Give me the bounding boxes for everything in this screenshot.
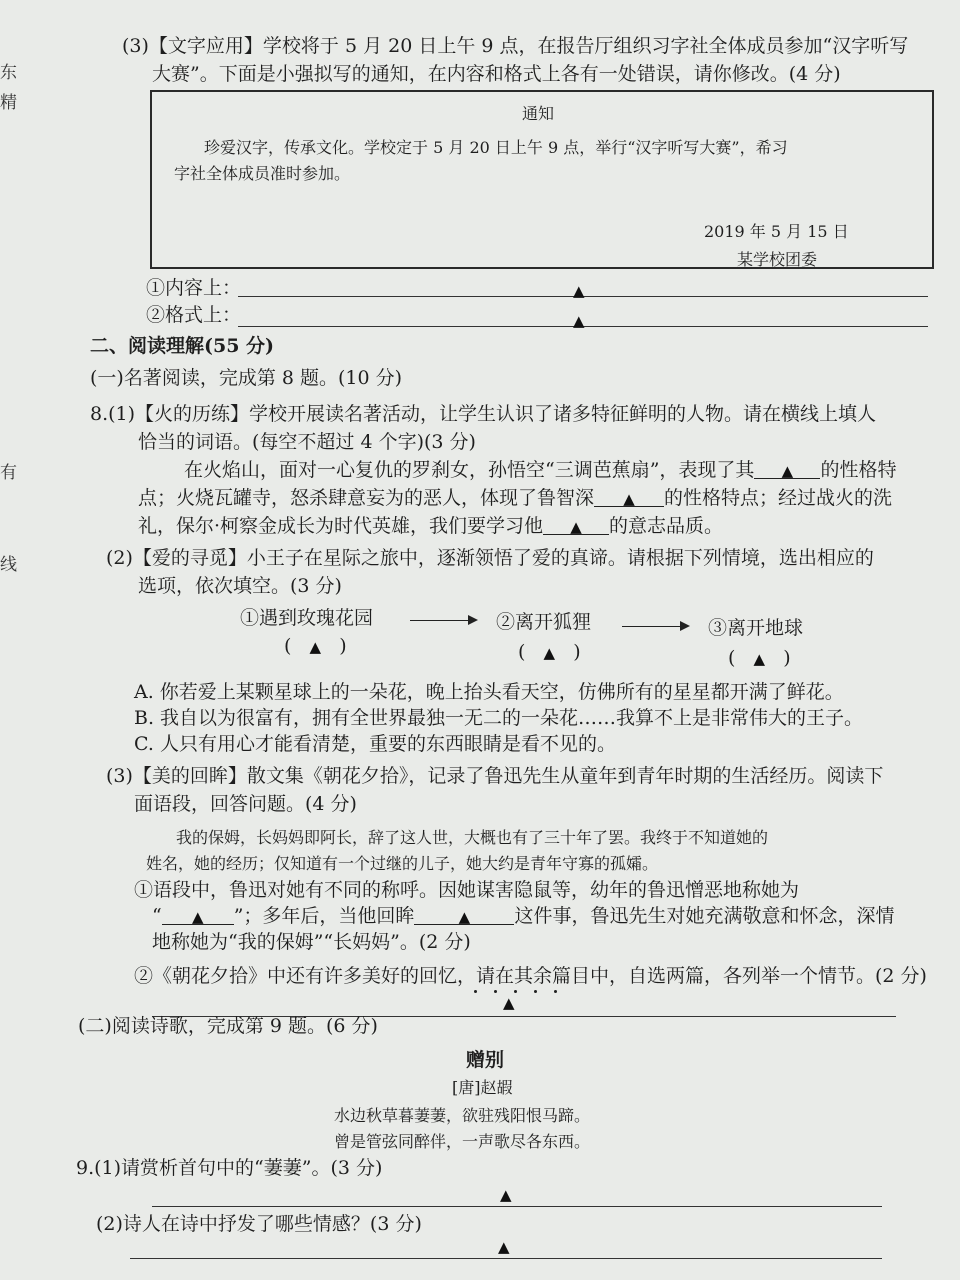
- q8-3-sub2: ②《朝花夕拾》中还有许多美好的回忆，请在其余篇目中，自选两篇，各列举一个情节。(2 分): [134, 965, 927, 987]
- poem-line2: 曾是管弦同醉伴，一声歌尽各东西。: [334, 1132, 591, 1151]
- q3-line2: 大赛”。下面是小强拟写的通知，在内容和格式上各有一处错误，请你修改。(4 分): [152, 63, 841, 85]
- section2-title: 二、阅读理解(55 分): [90, 335, 275, 357]
- blank-recollection[interactable]: [414, 904, 514, 925]
- answer-mark: ▲: [623, 490, 635, 508]
- content-label: ①内容上：: [146, 277, 242, 299]
- q9-1: 9.(1)请赏析首句中的“萋萋”。(3 分): [76, 1157, 383, 1179]
- notice-signer: 某学校团委: [737, 250, 818, 269]
- choice-slot-3[interactable]: ( ▲ ): [728, 647, 791, 669]
- q8-1-line5-text: 礼，保尔·柯察金成长为时代英雄，我们要学习他: [138, 515, 544, 537]
- q8-3-sub1-line2: [152, 904, 894, 928]
- notice-body-line1: 珍爱汉字，传承文化。学校定于 5 月 20 日上午 9 点，举行“汉字听写大赛”，希习: [204, 138, 788, 157]
- q8-3-sub1-line3: 地称她为“我的保姆”“长妈妈”。(2 分): [152, 931, 471, 953]
- blank-childhood-name[interactable]: [162, 904, 234, 925]
- blank-paul[interactable]: [543, 514, 609, 535]
- q9-2: (2)诗人在诗中抒发了哪些情感？(3 分): [96, 1213, 422, 1235]
- step-leave-fox: ②离开狐狸: [496, 611, 592, 633]
- answer-mark: ▲: [753, 650, 766, 668]
- blank-sun-wukong[interactable]: [754, 458, 820, 479]
- margin-char: 有: [0, 463, 17, 483]
- answer-mark: ▲: [191, 908, 204, 926]
- answer-mark: ▲: [781, 462, 794, 480]
- answer-mark: ▲: [503, 994, 515, 1012]
- notice-date: 2019 年 5 月 15 日: [704, 222, 849, 241]
- q8-1-line1: 8.(1)【火的历练】学校开展读名著活动，让学生认识了诸多特征鲜明的人物。请在横线上填人: [90, 403, 877, 425]
- answer-mark: ▲: [309, 638, 322, 656]
- answer-mark: ▲: [543, 644, 556, 662]
- quote-line2: 姓名，她的经历；仅知道有一个过继的儿子，她大约是青年守寡的孤孀。: [146, 854, 659, 873]
- q8-1-line4-end: 的性格特点；经过战火的洗: [664, 487, 893, 509]
- q8-1-line3: [184, 458, 896, 482]
- section2-part1: (一)名著阅读，完成第 8 题。(10 分): [90, 367, 403, 389]
- poem-line1: 水边秋草暮萋萋，欲驻残阳恨马蹄。: [334, 1106, 591, 1125]
- poem-title: 赠别: [466, 1049, 505, 1071]
- q8-2-line2: 选项，依次填空。(3 分): [138, 575, 342, 597]
- step-leave-earth: ③离开地球: [708, 617, 804, 639]
- answer-mark: ▲: [498, 1238, 510, 1256]
- format-label: ②格式上：: [146, 304, 242, 326]
- emphasis-dot: [474, 990, 477, 993]
- notice-box: [150, 90, 934, 269]
- notice-body-line2: 字社全体成员准时参加。: [174, 164, 351, 183]
- q8-1-line5: [138, 514, 723, 538]
- arrow-right-icon: [622, 626, 688, 627]
- answer-mark: ▲: [570, 518, 582, 536]
- choice-slot-2[interactable]: ( ▲ ): [518, 641, 581, 663]
- answer-mark: ▲: [500, 1186, 512, 1204]
- emphasis-dot: [554, 990, 557, 993]
- answer-mark: ▲: [573, 282, 585, 300]
- q8-1-line4-text: 点；火烧瓦罐寺，怒杀肆意妄为的恶人，体现了鲁智深: [138, 487, 595, 509]
- q8-1-line2: 恰当的词语。(每空不超过 4 个字)(3 分): [138, 431, 476, 453]
- option-a: A. 你若爱上某颗星球上的一朵花，晚上抬头看天空，仿佛所有的星星都开满了鲜花。: [134, 681, 844, 703]
- q8-3-sub1-post: 这件事，鲁迅先生对她充满敬意和怀念，深情: [514, 905, 895, 927]
- q8-1-line3-end: 的性格特: [820, 459, 897, 481]
- open-quote: “: [152, 905, 162, 927]
- q8-3-sub1-mid: ”；多年后，当他回眸: [233, 905, 415, 927]
- margin-char: 精: [0, 93, 17, 113]
- q9-1-answer-line[interactable]: [152, 1206, 882, 1207]
- q8-3-sub1-line1: ①语段中，鲁迅对她有不同的称呼。因她谋害隐鼠等，幼年的鲁迅憎恶地称她为: [134, 879, 800, 901]
- q8-1-line3-text: 在火焰山，面对一心复仇的罗刹女，孙悟空“三调芭蕉扇”，表现了其: [184, 459, 755, 481]
- q8-3-line2: 面语段，回答问题。(4 分): [134, 793, 357, 815]
- notice-title: 通知: [522, 104, 555, 123]
- emphasis-dot: [494, 990, 497, 993]
- q8-1-line4: [138, 486, 892, 510]
- q8-2-line1: (2)【爱的寻觅】小王子在星际之旅中，逐渐领悟了爱的真谛。请根据下列情境，选出相应的: [106, 547, 874, 569]
- q3-line1: (3)【文字应用】学校将于 5 月 20 日上午 9 点，在报告厅组织习字社全体成员参加“汉字听写: [122, 35, 909, 57]
- emphasis-dot: [534, 990, 537, 993]
- choice-slot-1[interactable]: ( ▲ ): [284, 635, 347, 657]
- margin-char: 线: [0, 555, 17, 575]
- q9-2-answer-line[interactable]: [130, 1258, 882, 1259]
- margin-char: 东: [0, 63, 17, 83]
- q8-3-line1: (3)【美的回眸】散文集《朝花夕拾》，记录了鲁迅先生从童年到青年时期的生活经历。阅读下: [106, 765, 884, 787]
- q8-1-line5-end: 的意志品质。: [609, 515, 724, 537]
- answer-mark: ▲: [573, 312, 585, 330]
- arrow-right-icon: [410, 620, 476, 621]
- poem-author: [唐]赵嘏: [452, 1078, 513, 1097]
- option-c: C. 人只有用心才能看清楚，重要的东西眼睛是看不见的。: [134, 733, 616, 755]
- part2-heading: (二)阅读诗歌，完成第 9 题。(6 分): [78, 1015, 378, 1037]
- blank-lu-zhishen[interactable]: [594, 486, 664, 507]
- emphasis-dot: [514, 990, 517, 993]
- option-b: B. 我自以为很富有，拥有全世界最独一无二的一朵花……我算不上是非常伟大的王子。: [134, 707, 864, 729]
- answer-mark: ▲: [458, 908, 471, 926]
- quote-line1: 我的保姆，长妈妈即阿长，辞了这人世，大概也有了三十年了罢。我终于不知道她的: [176, 828, 769, 847]
- step-rose-garden: ①遇到玫瑰花园: [240, 607, 374, 629]
